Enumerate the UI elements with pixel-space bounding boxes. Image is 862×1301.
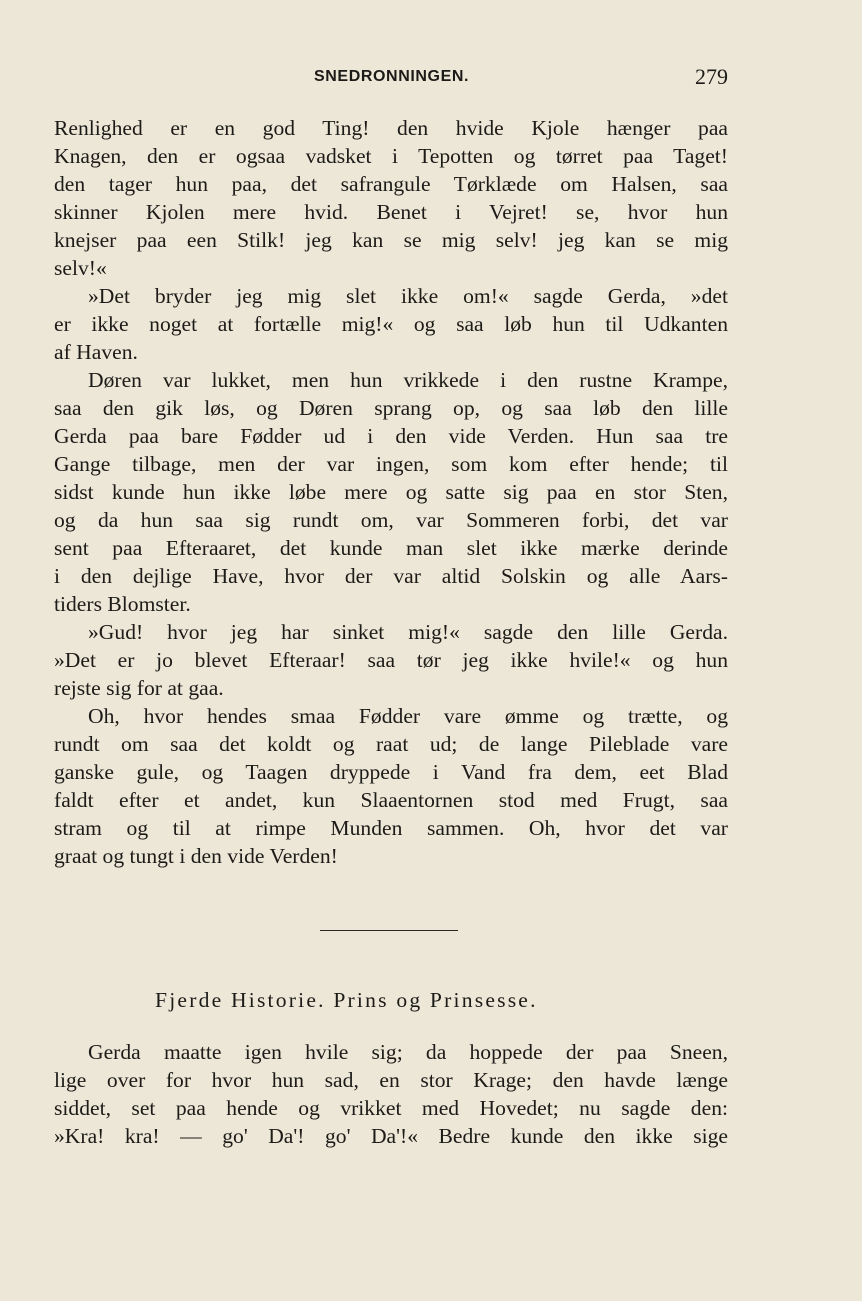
text-line: graat og tungt i den vide Verden! <box>54 844 338 868</box>
text-line: Knagen, den er ogsaa vadsket i Tepotten og tørret paa Taget! <box>54 144 728 168</box>
text-line: af Haven. <box>54 340 138 364</box>
text-line: den tager hun paa, det safrangule Tørklæde om Halsen, saa <box>54 172 728 196</box>
text-line: rundt om saa det koldt og raat ud; de lange Pileblade vare <box>54 732 728 756</box>
text-line: siddet, set paa hende og vrikket med Hovedet; nu sagde den: <box>54 1096 728 1120</box>
page-header <box>0 64 862 94</box>
text-line: skinner Kjolen mere hvid. Benet i Vejret! se, hvor hun <box>54 200 728 224</box>
text-line: Gerda paa bare Fødder ud i den vide Verden. Hun saa tre <box>54 424 728 448</box>
text-line: stram og til at rimpe Munden sammen. Oh, hvor det var <box>54 816 728 840</box>
section-title: Fjerde Historie. Prins og Prinsesse. <box>155 988 538 1012</box>
text-line: »Gud! hvor jeg har sinket mig!« sagde den lille Gerda. <box>88 620 728 644</box>
text-line: og da hun saa sig rundt om, var Sommeren forbi, det var <box>54 508 728 532</box>
running-title: SNEDRONNINGEN. <box>314 68 470 85</box>
text-line: Gange tilbage, men der var ingen, som kom efter hende; til <box>54 452 728 476</box>
text-line: selv!« <box>54 256 107 280</box>
text-line: »Kra! kra! — go' Da'! go' Da'!« Bedre kunde den ikke sige <box>54 1124 728 1148</box>
text-line: »Det er jo blevet Efteraar! saa tør jeg ikke hvile!« og hun <box>54 648 728 672</box>
text-line: Renlighed er en god Ting! den hvide Kjole hænger paa <box>54 116 728 140</box>
page-number: 279 <box>695 64 728 89</box>
text-line: sidst kunde hun ikke løbe mere og satte sig paa en stor Sten, <box>54 480 728 504</box>
text-line: saa den gik løs, og Døren sprang op, og saa løb den lille <box>54 396 728 420</box>
text-line: i den dejlige Have, hvor der var altid Solskin og alle Aars- <box>54 564 728 588</box>
text-line: Gerda maatte igen hvile sig; da hoppede der paa Sneen, <box>88 1040 728 1064</box>
body-text <box>54 114 728 870</box>
section-divider <box>320 930 458 931</box>
text-line: Døren var lukket, men hun vrikkede i den rustne Krampe, <box>88 368 728 392</box>
text-line: Oh, hvor hendes smaa Fødder vare ømme og trætte, og <box>88 704 728 728</box>
text-line: sent paa Efteraaret, det kunde man slet ikke mærke derinde <box>54 536 728 560</box>
text-line: faldt efter et andet, kun Slaaentornen stod med Frugt, saa <box>54 788 728 812</box>
text-line: ganske gule, og Taagen dryppede i Vand fra dem, eet Blad <box>54 760 728 784</box>
text-line: knejser paa een Stilk! jeg kan se mig selv! jeg kan se mig <box>54 228 728 252</box>
text-line: rejste sig for at gaa. <box>54 676 224 700</box>
section-text <box>54 1038 728 1150</box>
text-line: »Det bryder jeg mig slet ikke om!« sagde Gerda, »det <box>88 284 728 308</box>
text-line: er ikke noget at fortælle mig!« og saa løb hun til Udkanten <box>54 312 728 336</box>
text-line: tiders Blomster. <box>54 592 191 616</box>
text-line: lige over for hvor hun sad, en stor Krage; den havde længe <box>54 1068 728 1092</box>
